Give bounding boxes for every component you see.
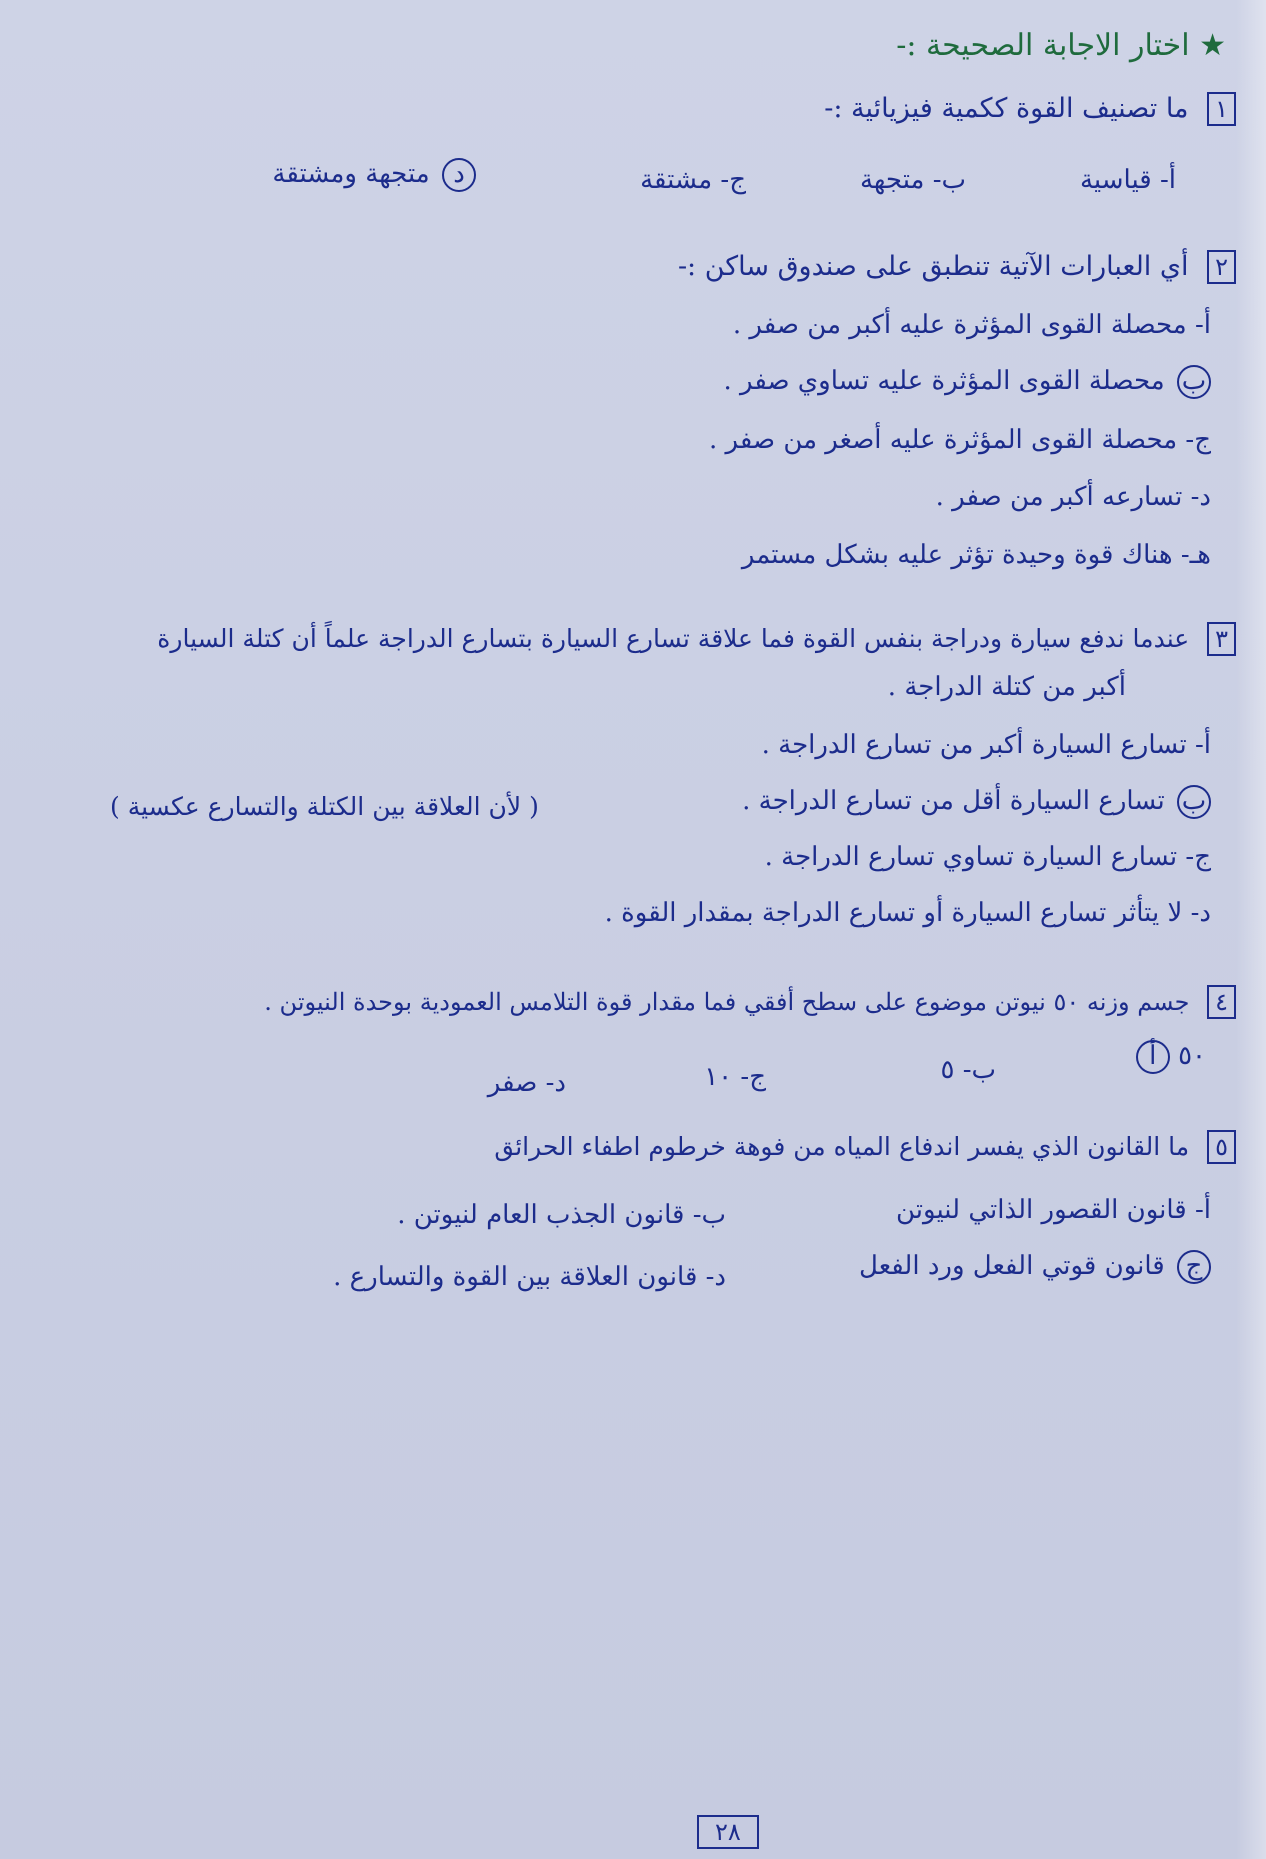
option-a: أ- تسارع السيارة أكبر من تسارع الدراجة .	[761, 730, 1211, 760]
option-b-text: محصلة القوى المؤثرة عليه تساوي صفر .	[723, 366, 1165, 396]
question-number: ٥	[1207, 1130, 1236, 1164]
option-d: د- صفر	[487, 1068, 566, 1098]
heading-text: اختار الاجابة الصحيحة :-	[896, 28, 1190, 63]
option-a: أ- محصلة القوى المؤثرة عليه أكبر من صفر .	[732, 310, 1211, 340]
option-d: د- قانون العلاقة بين القوة والتسارع .	[333, 1262, 726, 1292]
question-2	[46, 250, 1236, 284]
question-number: ٤	[1207, 985, 1236, 1019]
option-c: ج- ١٠	[704, 1062, 766, 1092]
option-c: ج- مشتقة	[640, 165, 746, 195]
option-b: ب- قانون الجذب العام لنيوتن .	[397, 1200, 726, 1230]
question-5	[46, 1130, 1236, 1164]
option-a-text: ٥٠	[1178, 1041, 1206, 1071]
option-a: أ- قانون القصور الذاتي لنيوتن	[895, 1195, 1211, 1225]
page-number: ٢٨	[697, 1815, 759, 1849]
circled-answer-marker: ب	[1177, 785, 1211, 819]
option-d-text: متجهة ومشتقة	[272, 159, 430, 189]
circled-answer-marker: د	[442, 158, 476, 192]
option-a-selected	[1132, 1040, 1206, 1074]
option-a: أ- قياسية	[1079, 165, 1176, 195]
option-c-selected	[859, 1250, 1211, 1284]
question-number: ٢	[1207, 250, 1236, 284]
option-d: د- تسارعه أكبر من صفر .	[935, 482, 1211, 512]
question-text: ما تصنيف القوة ككمية فيزيائية :-	[824, 93, 1189, 124]
question-text: جسم وزنه ٥٠ نيوتن موضوع على سطح أفقي فما مقدار قوة التلامس العمودية بوحدة النيوتن .	[264, 988, 1190, 1016]
question-number: ١	[1207, 92, 1236, 126]
circled-answer-marker: ج	[1177, 1250, 1211, 1284]
question-number: ٣	[1207, 622, 1236, 656]
option-e: هـ- هناك قوة وحيدة تؤثر عليه بشكل مستمر	[741, 540, 1211, 570]
circled-answer-marker: أ	[1136, 1040, 1170, 1074]
question-text: عندما ندفع سيارة ودراجة بنفس القوة فما علاقة تسارع السيارة بتسارع الدراجة علماً أن كتلة السيارة	[157, 624, 1190, 653]
option-d-selected	[272, 158, 476, 192]
question-4	[46, 985, 1236, 1019]
question-3	[46, 622, 1236, 656]
explanation-note: ( لأن العلاقة بين الكتلة والتسارع عكسية )	[110, 792, 539, 821]
option-c: ج- تسارع السيارة تساوي تسارع الدراجة .	[764, 842, 1211, 872]
option-b-text: تسارع السيارة أقل من تسارع الدراجة .	[742, 786, 1165, 816]
option-d: د- لا يتأثر تسارع السيارة أو تسارع الدراجة بمقدار القوة .	[604, 898, 1211, 928]
option-c-text: قانون قوتي الفعل ورد الفعل	[859, 1251, 1165, 1281]
question-text: ما القانون الذي يفسر اندفاع المياه من فوهة خرطوم اطفاء الحرائق	[494, 1132, 1190, 1161]
option-b: ب- متجهة	[859, 165, 966, 195]
option-b-selected	[723, 365, 1211, 399]
option-b: ب- ٥	[940, 1055, 996, 1085]
page-heading	[326, 28, 1226, 63]
option-c: ج- محصلة القوى المؤثرة عليه أصغر من صفر .	[708, 425, 1211, 455]
circled-answer-marker: ب	[1177, 365, 1211, 399]
bullet-star-icon: ★	[1199, 28, 1226, 63]
question-text: أي العبارات الآتية تنطبق على صندوق ساكن :-	[677, 251, 1189, 282]
question-1	[46, 92, 1236, 126]
question-3-continuation: أكبر من كتلة الدراجة .	[887, 672, 1126, 702]
option-b-selected	[742, 785, 1211, 819]
